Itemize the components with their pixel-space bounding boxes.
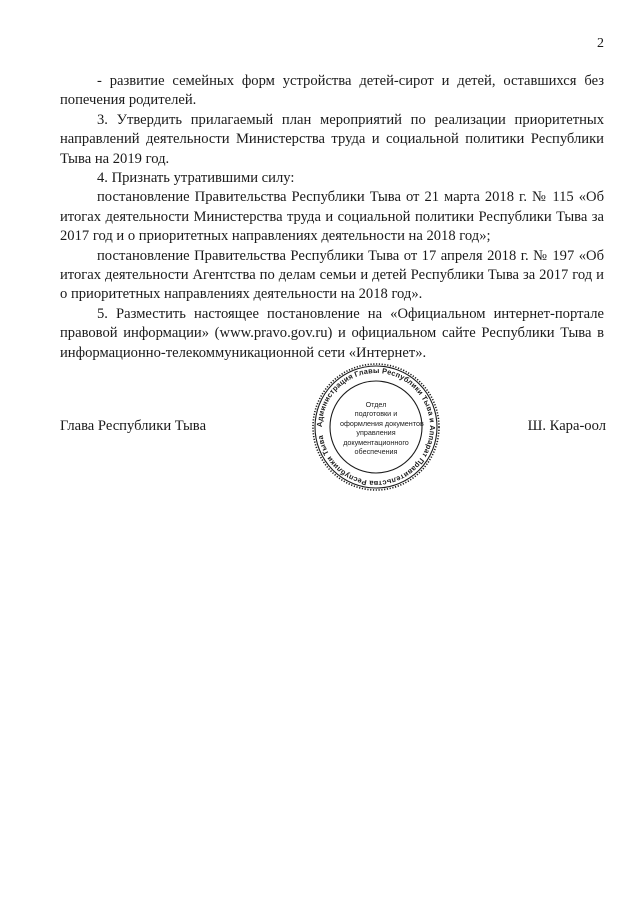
paragraph-repealed-197: постановление Правительства Республики Тыва от 17 апреля 2018 г. № 197 «Об итогах деятельности Агентства по делам семьи и детей Республики Тыва за 2017 год и о приоритетных направлениях деятельности на 2018 год». bbox=[60, 247, 604, 303]
seal-line: подготовки и bbox=[354, 409, 398, 419]
document-body bbox=[60, 72, 604, 363]
paragraph-dash-item: - развитие семейных форм устройства детей-сирот и детей, оставшихся без попечения родителей. bbox=[60, 73, 604, 109]
seal-line: Отдел bbox=[365, 400, 387, 409]
signatory-position: Глава Республики Тывa bbox=[60, 418, 207, 434]
seal-line: обеспечения bbox=[354, 447, 398, 457]
seal-inner-text bbox=[340, 400, 424, 457]
official-seal bbox=[311, 362, 441, 492]
seal-ring-text: Администрация Главы Республики Тыва и Аппарат Правительства Республики Тыва bbox=[314, 365, 438, 489]
paragraph-item-5: 5. Разместить настоящее постановление на «Официальном интернет-портале правовой информации» (www.pravo.gov.ru) и официальном сайте Республики Тыва в информационно-телекоммуникационной сети «Интернет». bbox=[60, 305, 604, 361]
page-number: 2 bbox=[597, 36, 604, 51]
paragraph-item-4: 4. Признать утратившими силу: bbox=[97, 170, 295, 187]
paragraph-repealed-115: постановление Правительства Республики Тыва от 21 марта 2018 г. № 115 «Об итогах деятельности Министерства труда и социальной политики Республики Тыва за 2017 год и о приоритетных направлениях деятельности на 2018 год»; bbox=[60, 189, 604, 245]
seal-line: управления bbox=[356, 428, 396, 438]
seal-line: оформления документов bbox=[340, 418, 424, 428]
signatory-name: Ш. Кара-оол bbox=[527, 418, 606, 434]
seal-line: документационного bbox=[343, 437, 409, 447]
paragraph-item-3: 3. Утвердить прилагаемый план мероприятий по реализации приоритетных направлений деятельности Министерства труда и социальной политики Республики Тыва на 2019 год. bbox=[60, 111, 604, 167]
